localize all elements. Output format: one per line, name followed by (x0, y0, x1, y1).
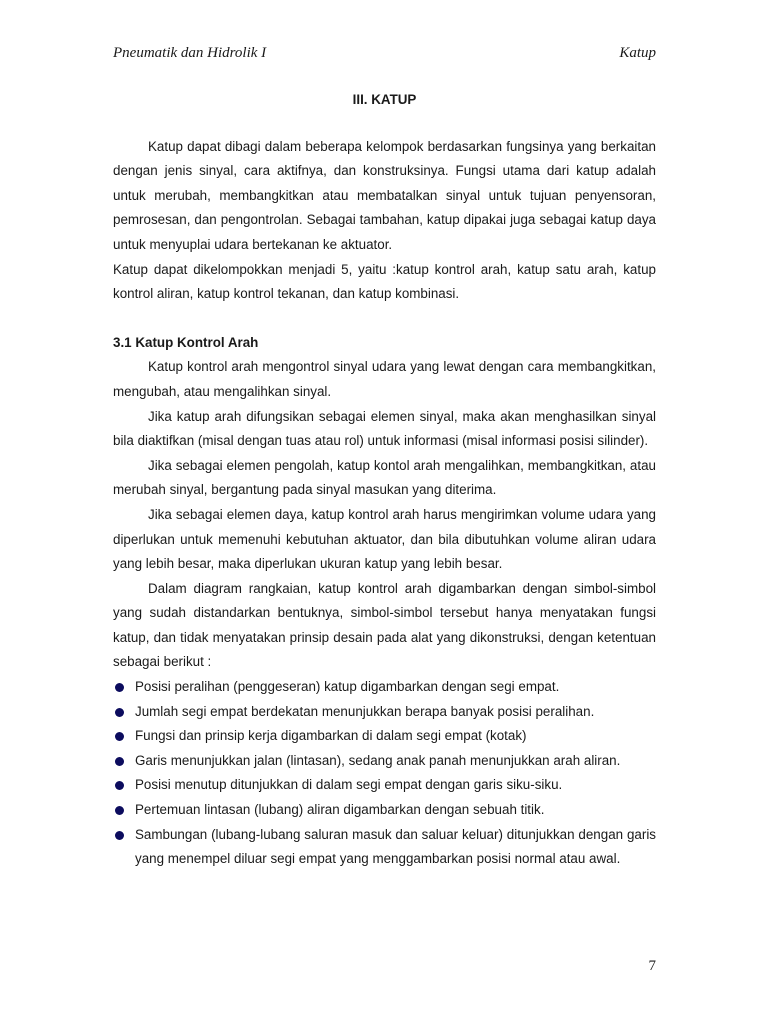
section-paragraph: Dalam diagram rangkaian, katup kontrol arah digambarkan dengan simbol-simbol yang sudah distandarkan bentuknya, simbol-simbol tersebut hanya menyatakan fungsi katup, dan tidak menyatakan prinsip desain pada alat yang dikonstruksi, dengan ketentuan sebagai berikut : (113, 580, 656, 670)
list-item (113, 773, 656, 798)
header-book-title: Pneumatik dan Hidrolik I (113, 45, 267, 61)
section-heading: 3.1 Katup Kontrol Arah (113, 334, 259, 350)
list-item-text: Fungsi dan prinsip kerja digambarkan di dalam segi empat (kotak) (135, 728, 527, 744)
intro-paragraph: Katup dapat dikelompokkan menjadi 5, yaitu :katup kontrol arah, katup satu arah, katup kontrol aliran, katup kontrol tekanan, dan katup kombinasi. (113, 261, 656, 302)
header-chapter-name: Katup (619, 45, 656, 61)
bullet-list (113, 675, 656, 872)
list-item-text: Garis menunjukkan jalan (lintasan), sedang anak panah menunjukkan arah aliran. (135, 752, 621, 768)
list-item (113, 823, 656, 872)
bullet-icon (115, 732, 124, 741)
section-paragraph: Jika sebagai elemen daya, katup kontrol arah harus mengirimkan volume udara yang diperlukan untuk memenuhi kebutuhan aktuator, dan bila dibutuhkan volume aliran udara yang lebih besar, maka diperlukan ukuran katup yang lebih besar. (113, 506, 656, 572)
page-number: 7 (648, 958, 656, 974)
chapter-title: III. KATUP (352, 92, 417, 107)
running-header (113, 45, 656, 67)
bullet-icon (115, 683, 124, 692)
list-item (113, 675, 656, 700)
list-item (113, 749, 656, 774)
list-item (113, 798, 656, 823)
list-item-text: Jumlah segi empat berdekatan menunjukkan berapa banyak posisi peralihan. (135, 703, 595, 719)
list-item (113, 700, 656, 725)
bullet-icon (115, 781, 124, 790)
list-item-text: Sambungan (lubang-lubang saluran masuk dan saluar keluar) ditunjukkan dengan garis yang menempel diluar segi empat yang menggambarkan posisi normal atau awal. (135, 826, 656, 867)
page-content (113, 88, 656, 872)
list-item-text: Pertemuan lintasan (lubang) aliran digambarkan dengan sebuah titik. (135, 802, 545, 818)
list-item (113, 724, 656, 749)
bullet-icon (115, 708, 124, 717)
bullet-icon (115, 831, 124, 840)
intro-paragraph: Katup dapat dibagi dalam beberapa kelompok berdasarkan fungsinya yang berkaitan dengan jenis sinyal, cara aktifnya, dan konstruksinya. Fungsi utama dari katup adalah untuk merubah, membangkitkan atau membatalkan sinyal untuk tujuan penyensoran, pemrosesan, dan pengontrolan. Sebagai tambahan, katup dipakai juga sebagai katup daya untuk menyuplai udara bertekanan ke aktuator. (113, 138, 656, 252)
spacer (113, 307, 656, 331)
bullet-icon (115, 806, 124, 815)
section-paragraph: Jika sebagai elemen pengolah, katup kontol arah mengalihkan, membangkitkan, atau merubah sinyal, bergantung pada sinyal masukan yang diterima. (113, 457, 656, 498)
section-paragraph: Katup kontrol arah mengontrol sinyal udara yang lewat dengan cara membangkitkan, mengubah, atau mengalihkan sinyal. (113, 359, 656, 399)
list-item-text: Posisi menutup ditunjukkan di dalam segi empat dengan garis siku-siku. (135, 777, 563, 793)
section-paragraph: Jika katup arah difungsikan sebagai elemen sinyal, maka akan menghasilkan sinyal bila diaktifkan (misal dengan tuas atau rol) untuk informasi (misal informasi posisi silinder). (113, 408, 656, 449)
list-item-text: Posisi peralihan (penggeseran) katup digambarkan dengan segi empat. (135, 679, 560, 695)
bullet-icon (115, 757, 124, 766)
